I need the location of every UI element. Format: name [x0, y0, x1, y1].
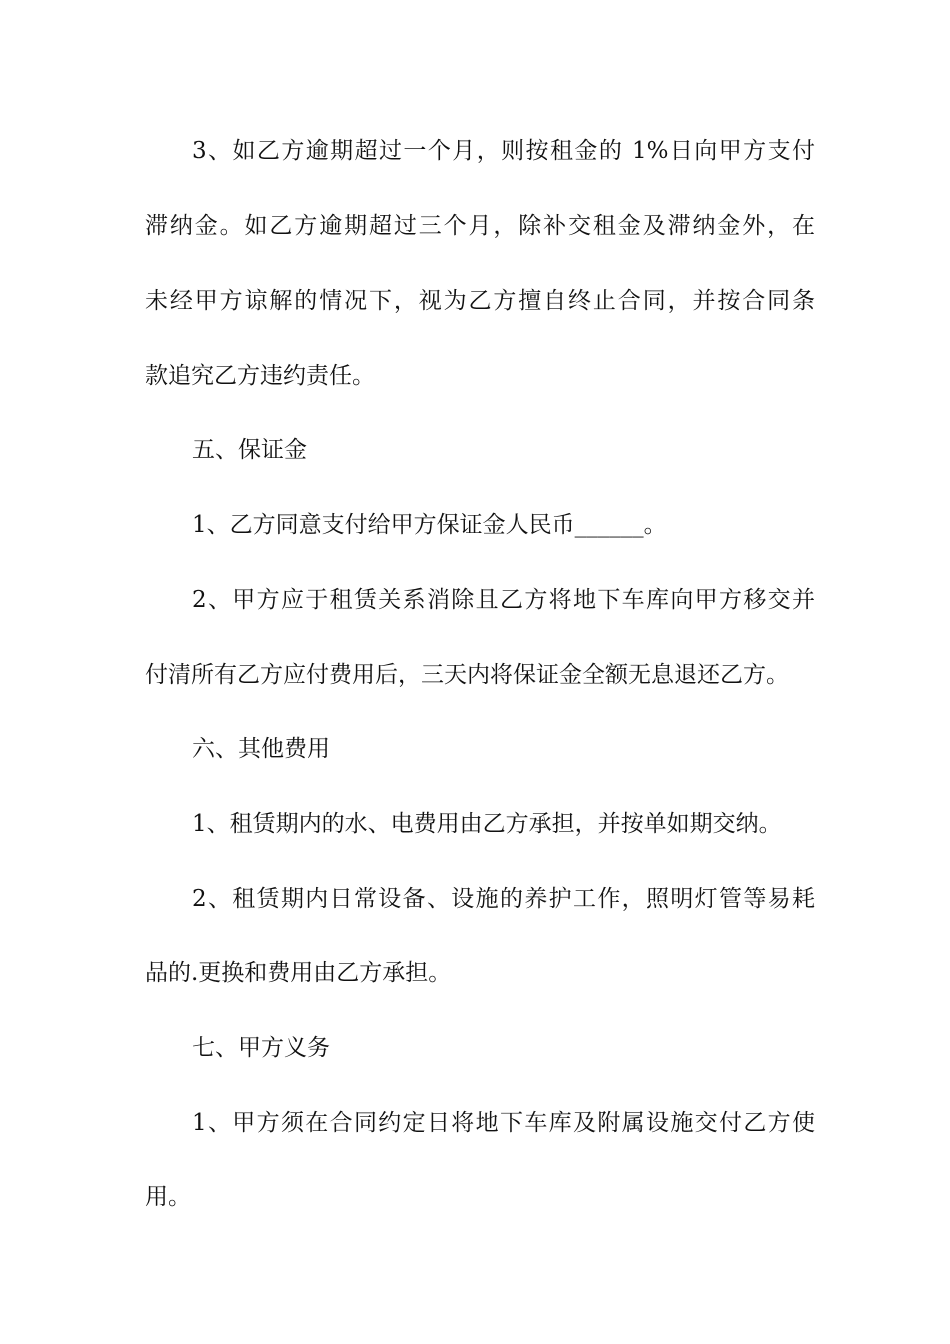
paragraph-3-line-2: 滞纳金。如乙方逾期超过三个月，除补交租金及滞纳金外，在: [145, 213, 815, 239]
deposit-item-2-line-1: 2、甲方应于租赁关系消除且乙方将地下车库向甲方移交并: [192, 587, 815, 613]
deposit-item-2-line-2: 付清所有乙方应付费用后，三天内将保证金全额无息退还乙方。: [145, 662, 789, 688]
obligation-item-1-line-1: 1、甲方须在合同约定日将地下车库及附属设施交付乙方使: [192, 1110, 815, 1136]
fees-item-1: 1、租赁期内的水、电费用由乙方承担，并按单如期交纳。: [192, 811, 782, 837]
paragraph-3-line-3: 未经甲方谅解的情况下，视为乙方擅自终止合同，并按合同条: [145, 288, 815, 314]
section-heading-deposit: 五、保证金: [192, 437, 307, 463]
fees-item-2-line-1: 2、租赁期内日常设备、设施的养护工作，照明灯管等易耗: [192, 886, 815, 912]
section-heading-other-fees: 六、其他费用: [192, 736, 330, 762]
paragraph-3-line-4: 款追究乙方违约责任。: [145, 363, 375, 389]
section-heading-party-a-obligations: 七、甲方义务: [192, 1035, 330, 1061]
deposit-item-1: 1、乙方同意支付给甲方保证金人民币______。: [192, 512, 667, 538]
obligation-item-1-line-2: 用。: [145, 1184, 191, 1210]
fees-item-2-line-2: 品的.更换和费用由乙方承担。: [145, 960, 452, 986]
paragraph-3-line-1: 3、如乙方逾期超过一个月，则按租金的 1%日向甲方支付: [192, 138, 815, 164]
